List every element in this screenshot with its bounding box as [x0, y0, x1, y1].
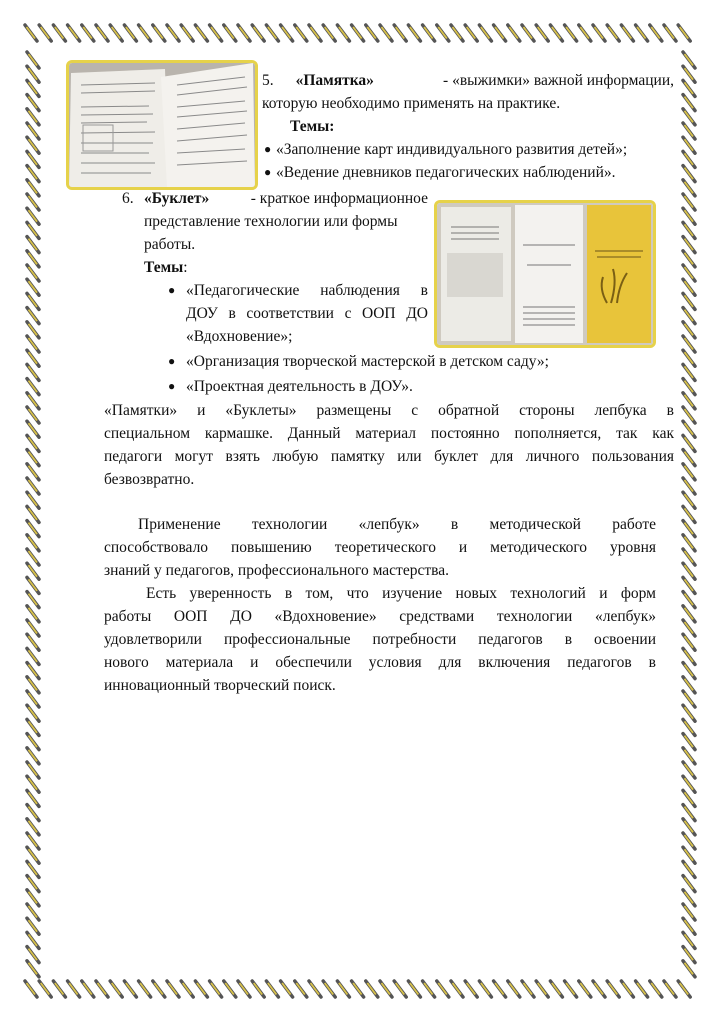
para1-line2: специальном кармашке. Данный материал постоянно пополняется, так как — [104, 425, 674, 442]
item6-theme1-line2: ДОУ в соответствии с ООП ДО — [186, 305, 428, 322]
para1-line4: безвозвратно. — [104, 471, 195, 488]
bullet-icon: ● — [168, 354, 176, 368]
memo-sheets-image — [69, 63, 255, 187]
para3-line4: нового материала и обеспечили условия для включения педагогов в — [104, 654, 656, 671]
item6-term: «Буклет» — [144, 190, 210, 207]
para3-line3: удовлетворили профессиональные потребности педагогов в освоении — [104, 631, 656, 648]
para2-line3: знаний у педагогов, профессионального мастерства. — [104, 562, 449, 579]
booklets-image — [437, 203, 653, 345]
item6-number: 6. — [122, 190, 134, 207]
para2-line1: Применение технологии «лепбук» в методической работе — [138, 516, 656, 533]
item6-theme1-line3: «Вдохновение»; — [186, 328, 293, 345]
bullet-icon: ● — [168, 283, 176, 297]
item6-line3: работы. — [144, 236, 196, 253]
item5-theme-2: «Ведение дневников педагогических наблюдений». — [276, 164, 616, 181]
item6-theme-3: «Проектная деятельность в ДОУ». — [186, 378, 413, 395]
para3-line2: работы ООП ДО «Вдохновение» средствами технологии «лепбук» — [104, 608, 656, 625]
bullet-icon: ● — [264, 165, 272, 179]
bullet-icon: ● — [168, 379, 176, 393]
bullet-icon: ● — [264, 142, 272, 156]
item6-themes-label: Темы: — [144, 259, 188, 276]
item6-theme-2: «Организация творческой мастерской в детском саду»; — [186, 353, 549, 370]
para2-line2: способствовало повышению теоретического и методического уровня — [104, 539, 656, 556]
item5-number: 5. — [262, 72, 274, 89]
item6-theme1-line1: «Педагогические наблюдения в — [186, 282, 428, 299]
para3-line5: инновационный творческий поиск. — [104, 677, 336, 694]
item5-line1-rest: - «выжимки» важной информации, — [443, 72, 674, 89]
para1-line1: «Памятки» и «Буклеты» размещены с обратной стороны лепбука в — [104, 402, 674, 419]
para1-line3: педагоги могут взять любую памятку или буклет для личного пользования — [104, 448, 674, 465]
item6-line2: представление технологии или формы — [144, 213, 398, 230]
item5-line2: которую необходимо применять на практике. — [262, 95, 561, 112]
item5-line1 — [262, 70, 674, 93]
item5-theme-1: «Заполнение карт индивидуального развития детей»; — [276, 141, 628, 158]
para3-line1: Есть уверенность в том, что изучение новых технологий и форм — [146, 585, 656, 602]
item5-themes-label: Темы: — [290, 118, 335, 135]
memo-photo — [66, 60, 258, 190]
item5-term: «Памятка» — [295, 72, 374, 89]
item6-line1: «Буклет» - краткое информационное — [144, 188, 428, 211]
booklets-photo — [434, 200, 656, 348]
